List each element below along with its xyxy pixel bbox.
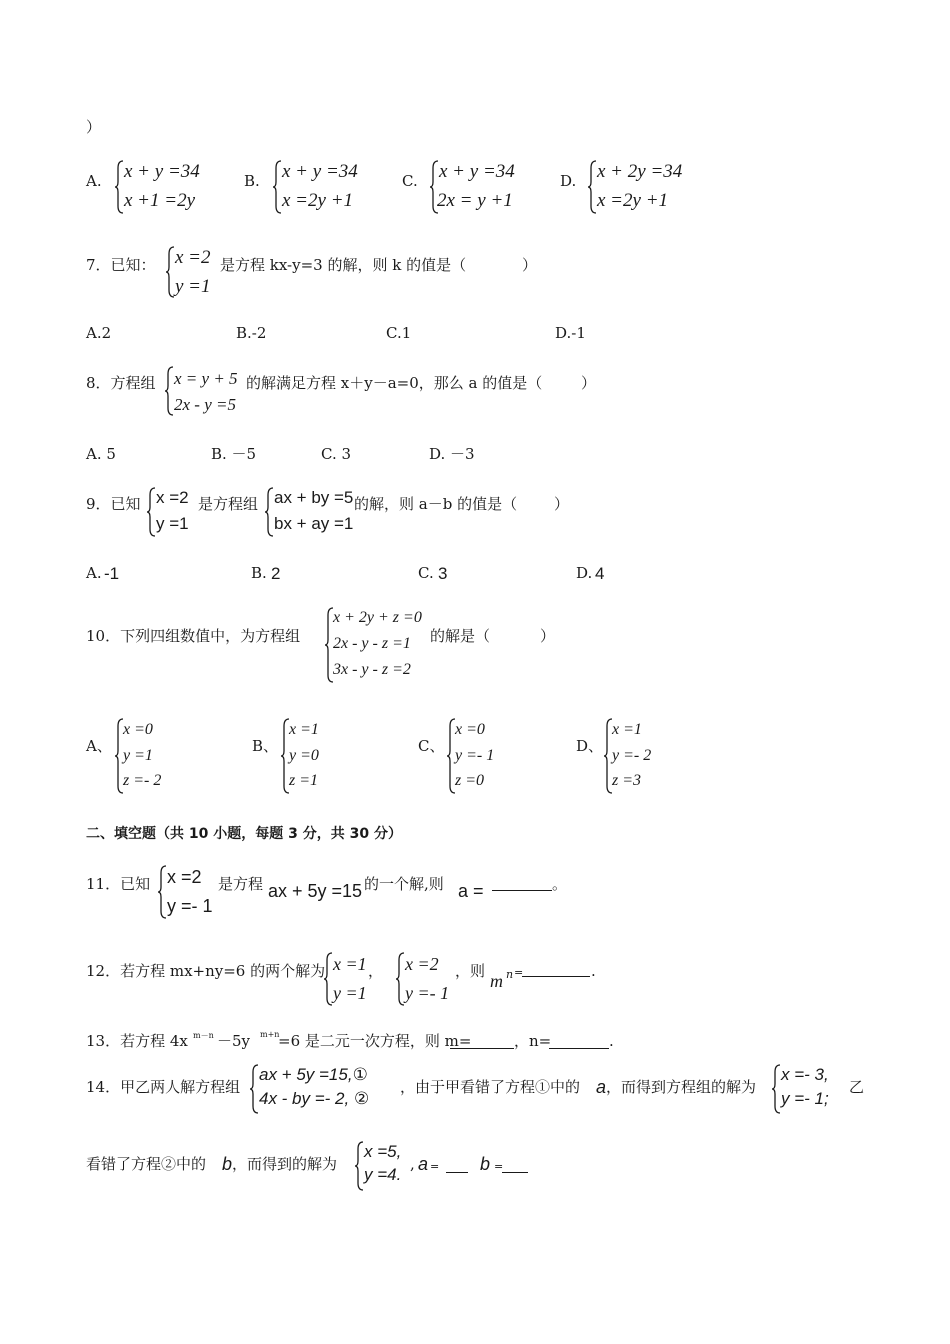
equation-2: y =1 bbox=[175, 276, 211, 297]
exponent-n: n bbox=[506, 968, 514, 981]
option-letter: A、 bbox=[86, 737, 112, 755]
question-text: ，由于甲看错了方程①中的 bbox=[400, 1078, 581, 1096]
answer-blank-n[interactable] bbox=[549, 1048, 609, 1049]
exponent-1: m－n bbox=[193, 1031, 214, 1040]
equation-1: x + 2y + z =0 bbox=[333, 609, 422, 626]
question-text: 的一个解,则 bbox=[364, 875, 444, 893]
option-letter: D. bbox=[560, 172, 577, 190]
question-prefix: 9．已知 bbox=[86, 495, 141, 513]
question-prefix: 14．甲乙两人解方程组 bbox=[86, 1078, 241, 1096]
separator: ， bbox=[368, 962, 384, 980]
equation-2: x =2y +1 bbox=[282, 190, 354, 211]
equal-sign-b: = bbox=[494, 1160, 504, 1173]
equation-1: x =2 bbox=[167, 867, 202, 887]
question-text: 是方程 kx-y=3 的解，则 k 的值是（ bbox=[220, 256, 467, 274]
equation-4: bx + ay =1 bbox=[274, 514, 354, 533]
brace-icon bbox=[323, 952, 333, 1006]
question-mid: 是方程 bbox=[218, 875, 264, 893]
equation-2: x =2y +1 bbox=[597, 190, 669, 211]
value-y: y =- 2 bbox=[612, 747, 652, 764]
brace-icon bbox=[395, 952, 405, 1006]
equation-3: 3x - y - z =2 bbox=[333, 661, 411, 678]
question-text-1: 13．若方程 4x bbox=[86, 1032, 188, 1050]
question-text: ，则 bbox=[455, 962, 486, 980]
option-letter: B. bbox=[244, 172, 260, 190]
q8-option-c[interactable]: C. 3 bbox=[321, 445, 352, 463]
answer-blank-m[interactable] bbox=[450, 1048, 514, 1049]
equation-4: y =- 1; bbox=[781, 1089, 829, 1108]
question-text: 的解满足方程 x＋y－a=0，那么 a 的值是（ bbox=[246, 374, 543, 392]
value-y: y =1 bbox=[123, 747, 153, 764]
option-letter: A. bbox=[86, 172, 102, 190]
brace-icon bbox=[165, 246, 175, 298]
equation-1: x = y + 5 bbox=[174, 369, 238, 388]
brace-icon bbox=[264, 487, 274, 537]
equation-2: 2x = y +1 bbox=[437, 190, 513, 211]
question-end: . bbox=[609, 1032, 614, 1050]
line2-text-1: 看错了方程②中的 bbox=[86, 1155, 207, 1173]
question-text-2: －5y bbox=[217, 1032, 251, 1050]
brace-icon bbox=[587, 160, 597, 214]
brace-icon bbox=[771, 1064, 781, 1114]
equation-2: y =1 bbox=[333, 983, 367, 1003]
option-letter: B、 bbox=[252, 737, 279, 755]
variable-a: a bbox=[596, 1077, 607, 1097]
value-z: z =- 2 bbox=[123, 772, 162, 789]
question-mid: 是方程组 bbox=[198, 495, 259, 513]
q8-option-d[interactable]: D. －3 bbox=[429, 445, 475, 463]
question-text-2: ，而得到方程组的解为 bbox=[606, 1078, 757, 1096]
line2-text-2: ，而得到的解为 bbox=[232, 1155, 338, 1173]
value-y: y =- 1 bbox=[455, 747, 495, 764]
equation-1: x =2 bbox=[156, 488, 189, 507]
equation-1: x + y =34 bbox=[124, 161, 200, 182]
option-letter: C. bbox=[402, 172, 418, 190]
value-x: x =1 bbox=[612, 721, 642, 738]
answer-blank-a[interactable] bbox=[446, 1172, 468, 1173]
question-text-4: ，n= bbox=[514, 1032, 552, 1050]
equation-4: y =- 1 bbox=[405, 983, 450, 1003]
question-text: 的解，则 a－b 的值是（ bbox=[354, 495, 518, 513]
value-z: z =3 bbox=[612, 772, 642, 789]
value-y: y =0 bbox=[289, 747, 319, 764]
variable-a-answer: a bbox=[418, 1154, 429, 1174]
answer-paren-close: ） bbox=[522, 256, 538, 274]
option-letter: D、 bbox=[576, 737, 604, 755]
equation-3: ax + 5y =15 bbox=[268, 881, 363, 901]
q7-option-d[interactable]: D.-1 bbox=[555, 324, 586, 342]
value-x: x =0 bbox=[123, 721, 153, 738]
answer-paren-close: ） bbox=[581, 374, 597, 392]
brace-icon bbox=[146, 487, 156, 537]
q6-continuation: ） bbox=[86, 118, 102, 136]
brace-icon bbox=[157, 865, 167, 919]
brace-icon bbox=[249, 1064, 259, 1114]
value-z: z =0 bbox=[455, 772, 485, 789]
equation-2: y =1 bbox=[156, 514, 189, 533]
q8-option-b[interactable]: B. －5 bbox=[211, 445, 257, 463]
equal-sign: = bbox=[514, 966, 524, 979]
value-x: x =1 bbox=[289, 721, 319, 738]
equation-1: x + y =34 bbox=[282, 161, 358, 182]
equation-5: x =5, bbox=[364, 1142, 402, 1161]
q7-option-b[interactable]: B.-2 bbox=[236, 324, 267, 342]
answer-label: a = bbox=[458, 881, 484, 901]
value-z: z =1 bbox=[289, 772, 319, 789]
equation-6: y =4. bbox=[364, 1165, 402, 1184]
question-prefix: 12．若方程 mx+ny=6 的两个解为 bbox=[86, 962, 326, 980]
base-m: m bbox=[490, 971, 503, 991]
equation-2: 4x - by =- 2, ② bbox=[259, 1089, 370, 1108]
answer-blank[interactable] bbox=[522, 976, 590, 977]
answer-paren-close: ） bbox=[554, 495, 570, 513]
equation-1: x + y =34 bbox=[439, 161, 515, 182]
equation-1: x =1 bbox=[333, 954, 367, 974]
exponent-2: m+n bbox=[260, 1030, 280, 1039]
brace-icon bbox=[272, 160, 282, 214]
equation-3: x =- 3, bbox=[781, 1065, 829, 1084]
equation-1: x =2 bbox=[175, 247, 211, 268]
equation-3: x =2 bbox=[405, 954, 439, 974]
question-prefix: 8．方程组 bbox=[86, 374, 156, 392]
brace-icon bbox=[354, 1141, 364, 1191]
q8-option-a[interactable]: A. 5 bbox=[86, 445, 116, 463]
question-text: 的解是（ bbox=[430, 627, 491, 645]
answer-blank[interactable] bbox=[492, 890, 552, 891]
variable-b-answer: b bbox=[480, 1154, 491, 1174]
question-prefix: 7．已知： bbox=[86, 256, 156, 274]
equation-2: 2x - y =5 bbox=[174, 395, 236, 414]
question-end: 乙 bbox=[849, 1078, 865, 1096]
value-x: x =0 bbox=[455, 721, 485, 738]
section-title: 二、填空题（共 10 小题，每题 3 分，共 30 分） bbox=[86, 826, 402, 842]
q7-option-a[interactable]: A.2 bbox=[86, 324, 112, 342]
brace-icon bbox=[114, 160, 124, 214]
equation-1: x + 2y =34 bbox=[597, 161, 683, 182]
equation-3: ax + by =5 bbox=[274, 488, 354, 507]
equal-sign-a: = bbox=[430, 1160, 440, 1173]
variable-b: b bbox=[222, 1154, 233, 1174]
equation-1: ax + 5y =15,① bbox=[259, 1065, 368, 1084]
equation-2: x +1 =2y bbox=[124, 190, 196, 211]
question-end: 。 bbox=[552, 875, 568, 893]
equation-2: 2x - y - z =1 bbox=[333, 635, 411, 652]
equation-2: y =- 1 bbox=[167, 896, 213, 916]
answer-paren-close: ） bbox=[540, 627, 556, 645]
q7-option-c[interactable]: C.1 bbox=[386, 324, 412, 342]
brace-icon bbox=[164, 366, 174, 416]
answer-blank-b[interactable] bbox=[502, 1172, 528, 1173]
option-letter: C、 bbox=[418, 737, 445, 755]
question-prefix: 11．已知 bbox=[86, 875, 151, 893]
question-prefix: 10．下列四组数值中，为方程组 bbox=[86, 627, 301, 645]
question-end: . bbox=[591, 962, 596, 980]
line2-text-3: , bbox=[410, 1155, 415, 1173]
question-text-3: =6 是二元一次方程，则 m= bbox=[278, 1032, 472, 1050]
